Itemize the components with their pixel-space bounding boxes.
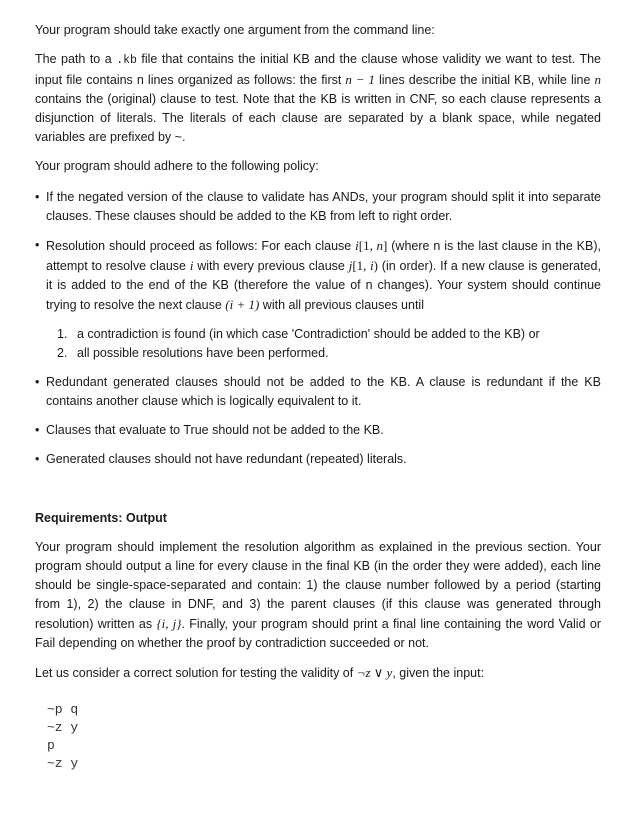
bullet-item bbox=[35, 421, 601, 440]
list-number: 2. bbox=[57, 346, 68, 360]
list-item bbox=[57, 325, 601, 344]
code-line: ~z y bbox=[47, 756, 79, 771]
intro-paragraph: Your program should take exactly one argument from the command line: bbox=[35, 23, 435, 37]
bullet-text: Resolution should proceed as follows: For each clause i[1, n] (where n is the last clause in the KB), attempt to resolve clause i with every previous clause j[1, i) (in order). If a new clause is generated, it is added to the end of the KB (therefore the value of n changes). Your system should continue trying to resolve the next clause (i + 1) with all previous clauses until bbox=[46, 238, 601, 312]
policy-intro: Your program should adhere to the following policy: bbox=[35, 159, 319, 173]
path-text-2: file that contains the initial KB and the clause whose validity we want to test. The input file contains n lines organized as follows: the first bbox=[35, 52, 602, 87]
example-paragraph: Let us consider a correct solution for testing the validity of ¬z ∨ y, given the input: bbox=[35, 665, 485, 680]
bullet-icon: • bbox=[35, 190, 40, 204]
path-paragraph bbox=[35, 50, 601, 147]
section-heading: Requirements: Output bbox=[35, 511, 167, 525]
math-n: n bbox=[594, 72, 601, 87]
bullet-icon: • bbox=[35, 452, 40, 466]
code-block bbox=[47, 701, 601, 773]
bullet-item bbox=[35, 188, 601, 226]
bullet-icon: • bbox=[35, 238, 40, 252]
math-formula: ¬z ∨ y bbox=[356, 665, 393, 680]
ordered-list bbox=[57, 325, 601, 363]
bullet-text: Clauses that evaluate to True should not be added to the KB. bbox=[46, 423, 384, 437]
bullet-item bbox=[35, 450, 601, 469]
path-text-1: The path to a bbox=[35, 52, 117, 66]
code-line: p bbox=[47, 738, 55, 753]
code-line: ~p q bbox=[47, 702, 79, 717]
math-parents: {i, j} bbox=[156, 616, 182, 631]
bullet-item bbox=[35, 236, 601, 315]
list-number: 1. bbox=[57, 327, 68, 341]
list-text: a contradiction is found (in which case 'Contradiction' should be added to the KB) or bbox=[77, 327, 540, 341]
bullet-text: If the negated version of the clause to validate has ANDs, your program should split it into separate clauses. These clauses should be added to the KB from left to right order. bbox=[46, 190, 601, 223]
bullet-icon: • bbox=[35, 375, 40, 389]
bullet-text: Generated clauses should not have redundant (repeated) literals. bbox=[46, 452, 407, 466]
list-item bbox=[57, 344, 601, 363]
bullet-item bbox=[35, 373, 601, 411]
kb-extension: .kb bbox=[116, 54, 137, 67]
code-line: ~z y bbox=[47, 720, 79, 735]
bullet-text: Redundant generated clauses should not be added to the KB. A clause is redundant if the KB contains another clause which is logically equivalent to it. bbox=[46, 375, 601, 408]
path-text-3: lines describe the initial KB, while line bbox=[374, 73, 595, 87]
path-text-4: contains the (original) clause to test. Note that the KB is written in CNF, so each clause represents a disjunction of literals. The literals of each clause are separated by a blank space, while negated variables are prefixed by ~. bbox=[35, 92, 601, 144]
output-paragraph: Your program should implement the resolution algorithm as explained in the previous section. Your program should output a line for every clause in the final KB (in the order they were added), each line should be single-space-separated and contain: 1) the clause number followed by a period (starting from 1), 2) the clause in DNF, and 3) the parent clauses (if this clause was generated through resolution) written as {i, j}. Finally, your program should print a final line containing the word Valid or Fail depending on whether the proof by contradiction succeeded or not. bbox=[35, 540, 601, 650]
math-n-minus-1: n − 1 bbox=[345, 72, 375, 87]
bullet-icon: • bbox=[35, 423, 40, 437]
list-text: all possible resolutions have been performed. bbox=[77, 346, 329, 360]
